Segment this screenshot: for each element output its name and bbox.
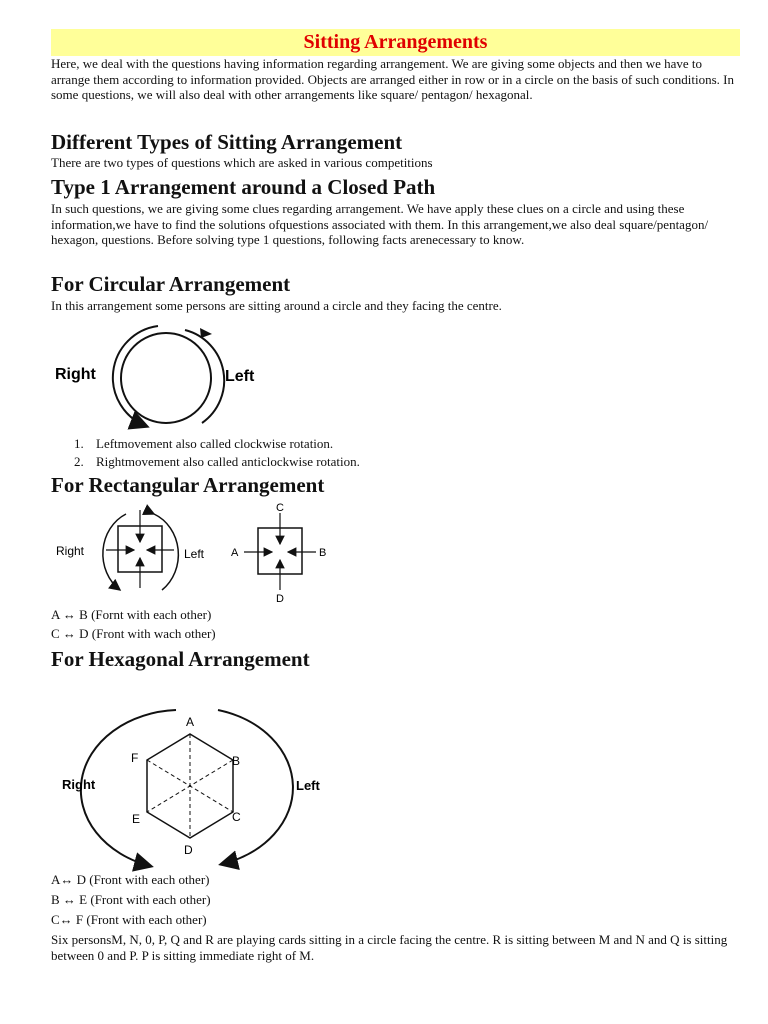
rectangular-arrangement-figure: [50, 498, 350, 606]
label-a: A: [231, 547, 239, 559]
list-text: Rightmovement also called anticlockwise rotation.: [96, 454, 360, 469]
fig-left-label: Left: [296, 778, 320, 793]
fig-left-label: Left: [225, 368, 255, 385]
list-item: [74, 454, 360, 470]
heading-types: Different Types of Sitting Arrangement: [51, 130, 403, 154]
hex-pair-2: B ↔ E (Front with each other): [51, 892, 211, 907]
fig-right-label: Right: [62, 777, 96, 792]
seating-circle: [121, 333, 211, 423]
heading-type1: Type 1 Arrangement around a Closed Path: [51, 175, 436, 199]
left-rotation-arrowhead: [200, 328, 212, 338]
type1-paragraph: In such questions, we are giving some clues regarding arrangement. We have apply these clues on a circle and using these information,we have to find the solutions ofquestions associated with them. In this arrangement,we also deal square/pentagon/ hexagon, questions. Before solving type 1 questions, following facts arenecessary to know.: [51, 201, 709, 247]
title-banner: [51, 29, 740, 56]
left-rotation-arc: [185, 330, 224, 423]
fig-right-label: Right: [56, 544, 85, 558]
left-rotation-arrow: [218, 710, 293, 864]
label-e: E: [132, 812, 141, 826]
types-paragraph: There are two types of questions which are asked in various competitions: [51, 155, 433, 170]
rect-pair-2: C ↔ D (Front with wach other): [51, 626, 216, 641]
label-d: D: [184, 843, 193, 857]
fig-right-label: Right: [55, 366, 96, 383]
hexagonal-arrangement-figure: [50, 704, 340, 874]
list-number: 1.: [74, 436, 84, 451]
circular-paragraph: In this arrangement some persons are sitting around a circle and they facing the centre.: [51, 298, 502, 313]
label-f: F: [131, 751, 139, 765]
list-number: 2.: [74, 454, 84, 469]
intro-paragraph: Here, we deal with the questions having information regarding arrangement. We are giving some objects and then we have to arrange them according to information provided. Objects are arranged either in row or in a circle on the basis of such conditions. In some questions, we will also deal with other arrangements like square/ pentagon/ hexagonal.: [51, 56, 734, 102]
heading-hexagonal: For Hexagonal Arrangement: [51, 647, 310, 671]
problem-paragraph: Six personsM, N, 0, P, Q and R are playing cards sitting in a circle facing the centre. R is sitting between M and N and Q is sitting between 0 and P. P is sitting immediate right of M.: [51, 932, 728, 963]
rect-pair-1: A ↔ B (Fornt with each other): [51, 607, 212, 622]
list-text: Leftmovement also called clockwise rotation.: [96, 436, 334, 451]
label-c: C: [276, 502, 284, 514]
label-b: B: [319, 547, 327, 559]
circular-arrangement-figure: [50, 322, 280, 432]
hex-pair-3: C↔ F (Front with each other): [51, 912, 207, 927]
label-b: B: [232, 754, 241, 768]
label-d: D: [276, 593, 284, 605]
fig-left-label: Left: [184, 547, 205, 561]
label-c: C: [232, 810, 241, 824]
hex-pair-1: A↔ D (Front with each other): [51, 872, 210, 887]
label-a: A: [186, 715, 195, 729]
heading-rectangular: For Rectangular Arrangement: [51, 473, 325, 497]
page-title: Sitting Arrangements: [303, 31, 488, 53]
heading-circular: For Circular Arrangement: [51, 272, 291, 296]
list-item: [74, 436, 333, 452]
